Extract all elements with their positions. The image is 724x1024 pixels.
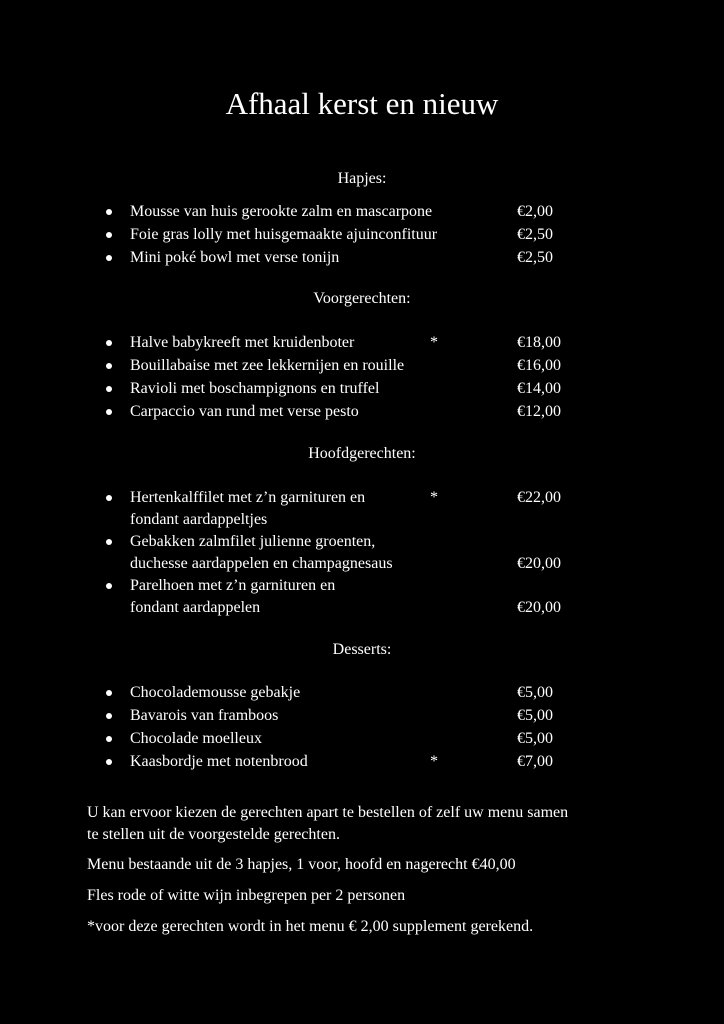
- bullet-icon: [106, 495, 112, 501]
- supplement-star: *: [430, 334, 438, 351]
- item-name: Mousse van huis gerookte zalm en mascarpone: [130, 203, 433, 220]
- item-name: [130, 487, 450, 531]
- bullet-icon: [106, 539, 112, 545]
- bullet-icon: [106, 363, 112, 369]
- supplement-star: *: [430, 489, 438, 506]
- note-wine: Fles rode of witte wijn inbegrepen per 2 personen: [87, 887, 406, 904]
- item-name: Carpaccio van rund met verse pesto: [130, 403, 359, 420]
- item-name: Bouillabaise met zee lekkernijen en rouille: [130, 357, 405, 374]
- section-heading-desserts: Desserts:: [332, 641, 392, 658]
- item-name-line: fondant aardappelen: [130, 599, 261, 616]
- item-price: €2,00: [517, 203, 553, 220]
- item-price: €5,00: [517, 707, 553, 724]
- item-price: €12,00: [517, 403, 561, 420]
- bullet-icon: [106, 713, 112, 719]
- item-price: €20,00: [517, 599, 561, 616]
- item-name: Chocolade moelleux: [130, 730, 262, 747]
- item-price: €22,00: [517, 489, 561, 506]
- item-name-line: Hertenkalffilet met z’n garnituren en: [130, 489, 366, 506]
- bullet-icon: [106, 386, 112, 392]
- supplement-star: *: [430, 753, 438, 770]
- item-price: €14,00: [517, 380, 561, 397]
- item-price: €18,00: [517, 334, 561, 351]
- bullet-icon: [106, 690, 112, 696]
- item-price: €7,00: [517, 753, 553, 770]
- item-name: Mini poké bowl met verse tonijn: [130, 249, 340, 266]
- page-title: Afhaal kerst en nieuw: [225, 86, 499, 121]
- section-heading-hoofdgerechten: Hoofdgerechten:: [308, 445, 416, 462]
- item-name-line: fondant aardappeltjes: [130, 511, 268, 528]
- note-menu: Menu bestaande uit de 3 hapjes, 1 voor, hoofd en nagerecht €40,00: [87, 856, 516, 873]
- bullet-icon: [106, 409, 112, 415]
- item-price: €16,00: [517, 357, 561, 374]
- section-heading-voorgerechten: Voorgerechten:: [313, 290, 411, 307]
- item-price: €20,00: [517, 555, 561, 572]
- bullet-icon: [106, 583, 112, 589]
- item-name-line: Parelhoen met z’n garnituren en: [130, 577, 336, 594]
- note-supplement: *voor deze gerechten wordt in het menu € 2,00 supplement gerekend.: [87, 918, 534, 935]
- note-choice-line: U kan ervoor kiezen de gerechten apart te bestellen of zelf uw menu samen: [87, 804, 569, 821]
- bullet-icon: [106, 232, 112, 238]
- item-name: Ravioli met boschampignons en truffel: [130, 380, 380, 397]
- bullet-icon: [106, 255, 112, 261]
- item-name: Bavarois van framboos: [130, 707, 279, 724]
- bullet-icon: [106, 736, 112, 742]
- item-name: Chocolademousse gebakje: [130, 684, 301, 701]
- item-name: Kaasbordje met notenbrood: [130, 753, 308, 770]
- bullet-icon: [106, 209, 112, 215]
- item-price: €2,50: [517, 226, 553, 243]
- item-name: Halve babykreeft met kruidenboter: [130, 334, 355, 351]
- item-price: €5,00: [517, 730, 553, 747]
- section-heading-hapjes: Hapjes:: [337, 170, 387, 187]
- item-price: €2,50: [517, 249, 553, 266]
- item-name-line: duchesse aardappelen en champagnesaus: [130, 555, 393, 572]
- bullet-icon: [106, 340, 112, 346]
- item-name: [130, 531, 450, 575]
- item-name: Foie gras lolly met huisgemaakte ajuinconfituur: [130, 226, 438, 243]
- note-choice-line: te stellen uit de voorgestelde gerechten.: [87, 826, 340, 843]
- item-name-line: Gebakken zalmfilet julienne groenten,: [130, 533, 376, 550]
- item-name: [130, 575, 450, 619]
- bullet-icon: [106, 759, 112, 765]
- item-price: €5,00: [517, 684, 553, 701]
